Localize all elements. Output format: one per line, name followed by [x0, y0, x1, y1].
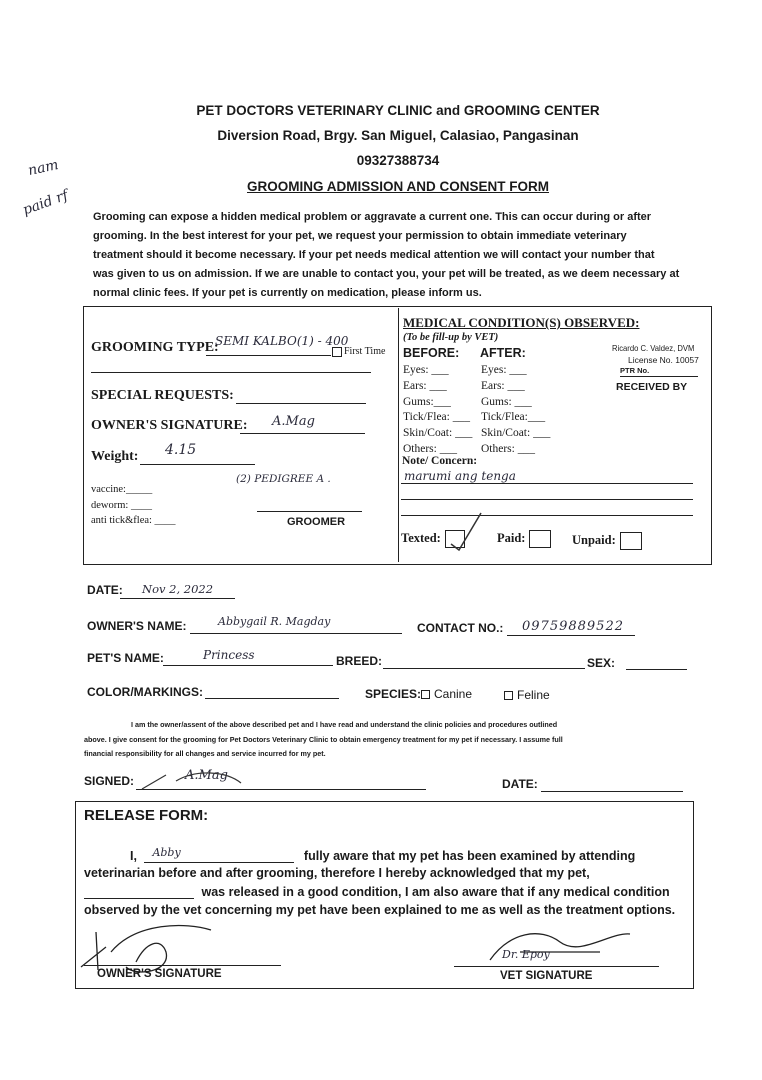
- margin-note-paid: paid rf: [20, 187, 71, 219]
- paid-label: Paid:: [497, 530, 526, 545]
- release-line-4: observed by the vet concerning my pet have been explained to me as well as the treatment options.: [84, 903, 676, 917]
- after-item[interactable]: Eyes: ___: [481, 364, 527, 376]
- after-item[interactable]: Skin/Coat: ___: [481, 427, 551, 440]
- consent-date-label: DATE:: [502, 777, 538, 791]
- canine-checkbox[interactable]: [421, 690, 430, 699]
- contact-label: CONTACT NO.:: [417, 621, 504, 635]
- owner-signature-value[interactable]: A.Mag: [272, 414, 315, 429]
- owner-signature-label-release: OWNER'S SIGNATURE: [97, 968, 222, 980]
- breed-label: BREED:: [336, 654, 383, 668]
- weight-label: Weight:: [91, 449, 139, 464]
- groomer-label: GROOMER: [287, 516, 346, 528]
- species-label: SPECIES:: [365, 687, 422, 701]
- deworm-field: deworm: ____: [91, 500, 152, 511]
- signed-label: SIGNED:: [84, 774, 135, 788]
- before-item[interactable]: Skin/Coat: ___: [403, 427, 473, 440]
- owner-signature-label: OWNER'S SIGNATURE:: [91, 418, 248, 433]
- note-label: Note/ Concern:: [402, 455, 478, 467]
- before-list: [403, 363, 472, 458]
- special-requests-field[interactable]: [236, 403, 366, 404]
- consent-line: above. I give consent for the grooming for Pet Doctors Veterinary Clinic to obtain emergency treatment for my pet if necessary. I assume full: [84, 734, 563, 744]
- after-item[interactable]: Gums: ___: [481, 395, 532, 408]
- release-title: RELEASE FORM:: [84, 807, 209, 824]
- vet-signature-label: VET SIGNATURE: [500, 970, 593, 982]
- unpaid-checkbox[interactable]: [620, 532, 642, 550]
- contact-value[interactable]: 09759889522: [522, 619, 624, 634]
- received-by-label: RECEIVED BY: [616, 381, 688, 393]
- after-item[interactable]: Ears: ___: [481, 379, 525, 392]
- intro-line: grooming. In the best interest for your pet, we request your permission to obtain immediate veterinary: [93, 230, 627, 242]
- paid-option[interactable]: [497, 530, 551, 548]
- vet-stamp-ptr: PTR No.: [620, 366, 650, 375]
- before-item[interactable]: Eyes: ___: [403, 364, 449, 376]
- intro-line: Grooming can expose a hidden medical problem or aggravate a current one. This can occur during or after: [93, 211, 652, 223]
- vet-signature-name: Dr. Epoy: [502, 948, 550, 961]
- date-label: DATE:: [87, 583, 123, 597]
- special-requests-label: SPECIAL REQUESTS:: [91, 388, 234, 403]
- first-time-label: First Time: [344, 346, 386, 357]
- vet-signature-scribble: [480, 922, 650, 970]
- intro-line: normal clinic fees. If your pet is currently on medication, please inform us.: [93, 287, 482, 299]
- release-line-3: [84, 884, 680, 899]
- consent-line: I am the owner/assent of the above described pet and I have read and understand the clinic policies and procedures outlined: [131, 720, 558, 729]
- vet-stamp-name: Ricardo C. Valdez, DVM: [612, 343, 695, 353]
- after-list: [481, 363, 550, 458]
- note-value[interactable]: marumi ang tenga: [404, 469, 516, 483]
- before-label: BEFORE:: [403, 346, 460, 360]
- signed-signature-stroke: [136, 765, 246, 795]
- unpaid-label: Unpaid:: [572, 532, 616, 547]
- consent-date-field[interactable]: [541, 791, 683, 792]
- date-value[interactable]: Nov 2, 2022: [142, 582, 214, 596]
- box-divider: [398, 308, 399, 562]
- sex-label: SEX:: [587, 656, 616, 670]
- release-pet-field[interactable]: [84, 884, 194, 899]
- before-item[interactable]: Gums:___: [403, 395, 451, 408]
- clinic-name: PET DOCTORS VETERINARY CLINIC and GROOMING CENTER: [196, 103, 600, 118]
- feline-checkbox[interactable]: [504, 691, 513, 700]
- signed-value[interactable]: A.Mag: [185, 768, 228, 783]
- owner-name-label: OWNER'S NAME:: [87, 619, 187, 633]
- margin-note-name: nam: [26, 156, 60, 180]
- owner-name-value[interactable]: Abbygail R. Magday: [218, 615, 331, 628]
- release-name-value[interactable]: Abby: [152, 846, 181, 859]
- clinic-phone: 09327388734: [356, 153, 440, 168]
- consent-paragraph: [84, 718, 696, 762]
- release-line-3-text: was released in a good condition, I am also aware that if any medical condition: [201, 885, 670, 899]
- first-time-option[interactable]: [332, 346, 385, 357]
- unpaid-option[interactable]: [572, 532, 642, 550]
- species-canine-option[interactable]: [421, 687, 472, 701]
- grooming-type-value[interactable]: SEMI KALBO(1) - 400: [215, 334, 349, 348]
- release-i: I,: [130, 849, 137, 863]
- paid-checkbox[interactable]: [529, 530, 551, 548]
- before-item[interactable]: Tick/Flea: ___: [403, 411, 470, 424]
- texted-check-mark: [445, 510, 485, 552]
- intro-paragraph: [93, 208, 708, 303]
- clinic-address: Diversion Road, Brgy. San Miguel, Calasiao, Pangasinan: [217, 128, 579, 143]
- medical-subtitle: (To be fill-up by VET): [403, 332, 499, 343]
- after-item[interactable]: Others: ___: [481, 442, 535, 455]
- color-markings-label: COLOR/MARKINGS:: [87, 685, 203, 699]
- consent-line: financial responsibility for all changes and service incurred for my pet.: [84, 749, 326, 758]
- breed-field[interactable]: [383, 668, 585, 669]
- intro-line: was given to us on admission. If we are unable to contact you, your pet will be treated, as we deem necessary at: [93, 268, 680, 280]
- weight-value[interactable]: 4.15: [165, 442, 197, 458]
- form-title: GROOMING ADMISSION AND CONSENT FORM: [247, 179, 549, 194]
- canine-label: Canine: [434, 687, 473, 701]
- release-line-1: [84, 848, 680, 863]
- vaccine-field: vaccine:_____: [91, 484, 153, 495]
- before-item[interactable]: Others: ___: [403, 442, 457, 455]
- intro-line: treatment should it become necessary. If your pet needs medical attention we will contact your number that: [93, 249, 655, 261]
- release-name-field[interactable]: [144, 848, 294, 863]
- sex-field[interactable]: [626, 669, 687, 670]
- color-markings-field[interactable]: [205, 698, 339, 699]
- antitick-field: anti tick&flea: ____: [91, 515, 176, 526]
- feline-label: Feline: [517, 688, 550, 702]
- species-feline-option[interactable]: [504, 688, 550, 702]
- release-line-2: veterinarian before and after grooming, therefore I hereby acknowledged that my pet,: [84, 866, 590, 880]
- pedigree-note: (2) PEDIGREE A .: [236, 473, 331, 485]
- texted-label: Texted:: [401, 530, 441, 545]
- before-item[interactable]: Ears: ___: [403, 379, 447, 392]
- grooming-type-label: GROOMING TYPE:: [91, 340, 219, 355]
- after-item[interactable]: Tick/Flea:___: [481, 411, 546, 424]
- pet-name-label: PET'S NAME:: [87, 651, 164, 665]
- after-label: AFTER:: [480, 346, 526, 360]
- release-line-1-text: fully aware that my pet has been examined by attending: [303, 849, 636, 863]
- vet-stamp-license: License No. 10057: [628, 355, 699, 365]
- first-time-checkbox[interactable]: [332, 347, 342, 357]
- pet-name-value[interactable]: Princess: [203, 648, 255, 662]
- medical-title: MEDICAL CONDITION(S) OBSERVED:: [403, 315, 640, 330]
